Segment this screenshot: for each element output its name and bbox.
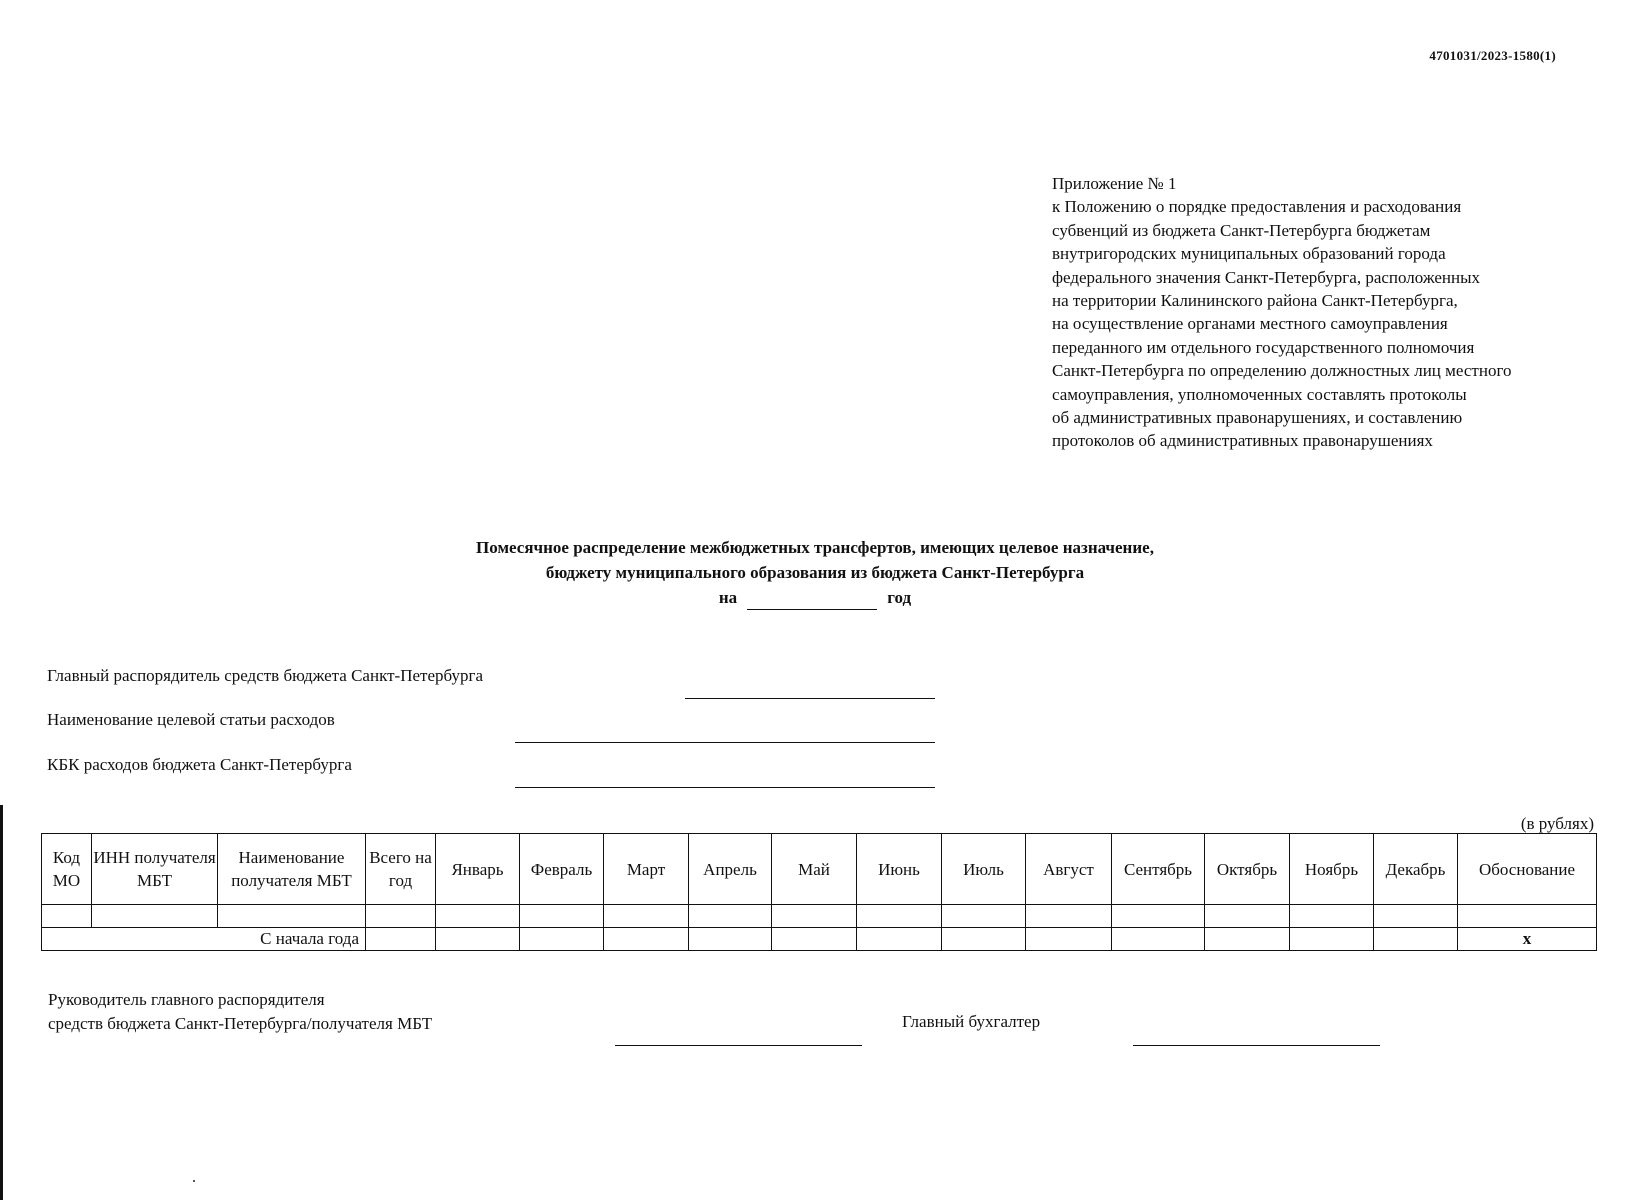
- col-header-month: Апрель: [689, 834, 772, 905]
- table-cell[interactable]: [1205, 928, 1290, 951]
- col-header-month: Сентябрь: [1112, 834, 1205, 905]
- table-cell[interactable]: [1112, 905, 1205, 928]
- table-cell[interactable]: [942, 905, 1026, 928]
- table-cell[interactable]: [772, 928, 857, 951]
- table-cell[interactable]: [604, 905, 689, 928]
- main-manager-label: Главный распорядитель средств бюджета Санкт-Петербурга: [47, 666, 484, 685]
- table-cell[interactable]: [689, 928, 772, 951]
- year-suffix: год: [887, 588, 912, 607]
- head-signature-blank-line[interactable]: [615, 1045, 862, 1046]
- appendix-line: к Положению о порядке предоставления и расходования: [1052, 197, 1462, 217]
- appendix-line: на осуществление органами местного самоуправления: [1052, 314, 1448, 334]
- table-cell[interactable]: [1026, 905, 1112, 928]
- table-cell[interactable]: [689, 905, 772, 928]
- scan-speck: [193, 1180, 195, 1182]
- col-header-month: Март: [604, 834, 689, 905]
- col-header-month: Ноябрь: [1290, 834, 1374, 905]
- col-header-year-total: Всего на год: [366, 834, 436, 905]
- appendix-line: федерального значения Санкт-Петербурга, расположенных: [1052, 267, 1481, 287]
- table-cell[interactable]: [520, 905, 604, 928]
- form-title: [380, 535, 1250, 610]
- table-cell[interactable]: [1205, 905, 1290, 928]
- units-label: (в рублях): [1520, 814, 1594, 833]
- kbk-label: КБК расходов бюджета Санкт-Петербурга: [47, 755, 352, 774]
- form-title-line-1: Помесячное распределение межбюджетных трансфертов, имеющих целевое назначение,: [476, 538, 1154, 557]
- appendix-line: внутригородских муниципальных образований города: [1052, 244, 1446, 264]
- col-header-month: Октябрь: [1205, 834, 1290, 905]
- col-header-month: Май: [772, 834, 857, 905]
- target-item-blank-line[interactable]: [515, 742, 935, 743]
- table-cell[interactable]: [1458, 905, 1597, 928]
- table-cell[interactable]: [942, 928, 1026, 951]
- appendix-line: самоуправления, уполномоченных составлять протоколы: [1052, 384, 1467, 404]
- target-item-label: Наименование целевой статьи расходов: [47, 710, 335, 729]
- document-number: 4701031/2023-1580(1): [1429, 48, 1556, 63]
- table-cell[interactable]: [92, 905, 218, 928]
- col-header-mo-code: Код МО: [42, 834, 92, 905]
- table-header-row: [42, 834, 1597, 905]
- year-prefix: на: [718, 588, 738, 607]
- appendix-line: об административных правонарушениях, и составлению: [1052, 408, 1463, 428]
- scan-edge-bar: [0, 805, 3, 1200]
- head-signature-label: [48, 988, 432, 1036]
- head-signature-line-2: средств бюджета Санкт-Петербурга/получателя МБТ: [48, 1014, 433, 1033]
- kbk-blank-line[interactable]: [515, 787, 935, 788]
- appendix-line: протоколов об административных правонарушениях: [1052, 431, 1433, 451]
- table-cell[interactable]: [366, 928, 436, 951]
- table-cell[interactable]: [772, 905, 857, 928]
- col-header-month: Январь: [436, 834, 520, 905]
- table-cell[interactable]: [436, 905, 520, 928]
- table-cell[interactable]: [1290, 905, 1374, 928]
- table-cell[interactable]: [604, 928, 689, 951]
- appendix-line: Санкт-Петербурга по определению должностных лиц местного: [1052, 361, 1512, 381]
- cumulative-row: [42, 928, 1597, 951]
- col-header-recipient-inn: ИНН получателя МБТ: [92, 834, 218, 905]
- table-cell[interactable]: [366, 905, 436, 928]
- col-header-month: Февраль: [520, 834, 604, 905]
- appendix-line: переданного им отдельного государственного полномочия: [1052, 337, 1475, 357]
- col-header-justification: Обоснование: [1458, 834, 1597, 905]
- cumulative-label: С начала года: [42, 928, 366, 951]
- table-cell[interactable]: [1112, 928, 1205, 951]
- table-cell[interactable]: [1290, 928, 1374, 951]
- distribution-table: [41, 833, 1597, 951]
- appendix-block: [1052, 172, 1612, 453]
- table-cell[interactable]: [436, 928, 520, 951]
- col-header-month: Июнь: [857, 834, 942, 905]
- appendix-title: Приложение № 1: [1052, 174, 1177, 193]
- table-cell[interactable]: [1374, 928, 1458, 951]
- table-cell[interactable]: [1374, 905, 1458, 928]
- table-cell[interactable]: [857, 928, 942, 951]
- col-header-recipient-name: Наименование получателя МБТ: [218, 834, 366, 905]
- table-cell[interactable]: [42, 905, 92, 928]
- form-year-line: [719, 585, 911, 610]
- col-header-month: Декабрь: [1374, 834, 1458, 905]
- form-title-line-2: бюджету муниципального образования из бюджета Санкт-Петербурга: [545, 563, 1085, 582]
- appendix-line: субвенций из бюджета Санкт-Петербурга бюджетам: [1052, 220, 1431, 240]
- table-row: [42, 905, 1597, 928]
- table-cell[interactable]: [1026, 928, 1112, 951]
- main-manager-blank-line[interactable]: [685, 698, 935, 699]
- year-blank-line[interactable]: [747, 591, 877, 610]
- table-cell[interactable]: [218, 905, 366, 928]
- table-cell[interactable]: [520, 928, 604, 951]
- appendix-line: на территории Калининского района Санкт-Петербурга,: [1052, 291, 1458, 311]
- head-signature-line-1: Руководитель главного распорядителя: [48, 990, 325, 1009]
- col-header-month: Август: [1026, 834, 1112, 905]
- chief-accountant-label: Главный бухгалтер: [902, 1012, 1041, 1031]
- col-header-month: Июль: [942, 834, 1026, 905]
- table-cell[interactable]: [857, 905, 942, 928]
- chief-accountant-blank-line[interactable]: [1133, 1045, 1380, 1046]
- x-mark-cell: х: [1458, 928, 1597, 951]
